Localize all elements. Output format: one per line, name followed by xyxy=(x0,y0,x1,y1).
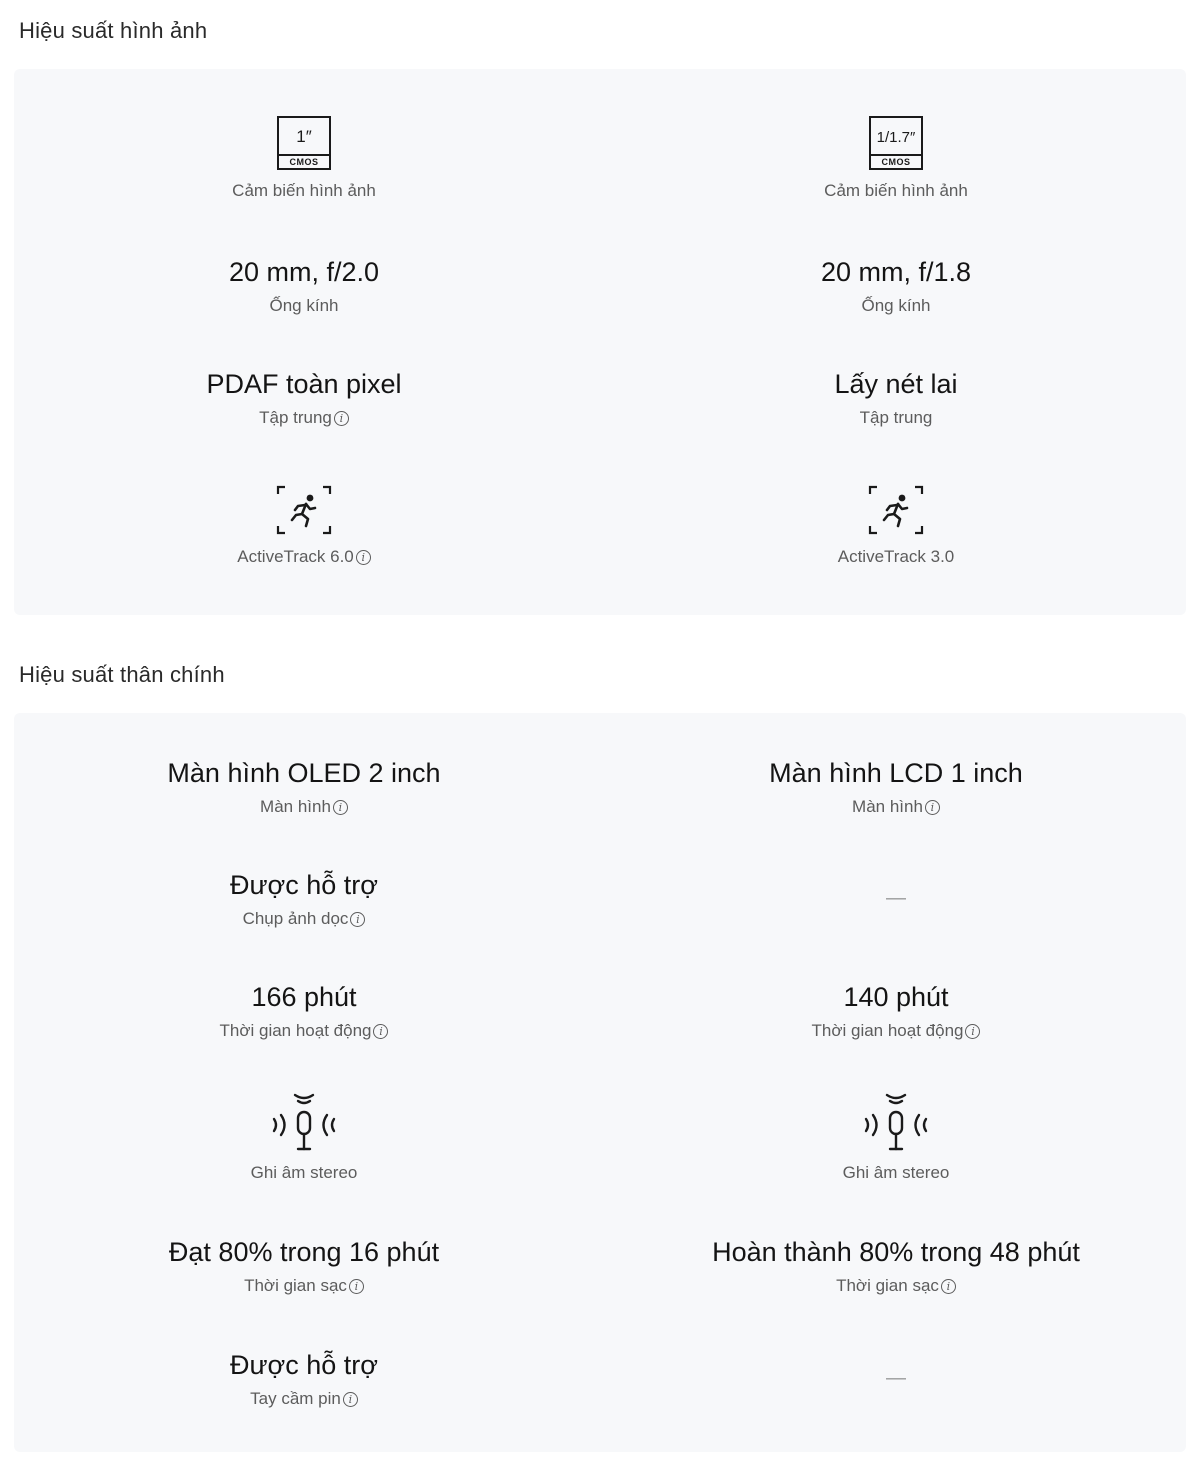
spec-tracking-right xyxy=(606,484,1186,568)
spec-label-text: Màn hình xyxy=(852,797,923,816)
spec-label-with-info xyxy=(812,1020,981,1042)
info-icon[interactable]: i xyxy=(925,800,940,815)
spec-value: Hoàn thành 80% trong 48 phút xyxy=(712,1237,1080,1267)
sensor-size-text: 1″ xyxy=(296,127,312,146)
section-title-body-performance: Hiệu suất thân chính xyxy=(19,662,225,687)
spec-label-with-info xyxy=(237,546,371,568)
spec-label-text: Thời gian sạc xyxy=(836,1276,939,1295)
spec-label-text: Tay cầm pin xyxy=(250,1389,341,1408)
sensor-type-text: CMOS xyxy=(871,154,921,168)
spec-value: Được hỗ trợ xyxy=(229,870,378,900)
spec-tracking-left xyxy=(14,484,594,568)
stereo-microphone-icon xyxy=(859,1088,933,1156)
sensor-type-text: CMOS xyxy=(279,154,329,168)
spec-lens-right xyxy=(606,255,1186,317)
activetrack-running-person-icon xyxy=(868,484,924,536)
info-icon[interactable]: i xyxy=(334,411,349,426)
spec-label-text: ActiveTrack 6.0 xyxy=(237,547,354,566)
spec-label: Cảm biến hình ảnh xyxy=(824,181,968,200)
spec-sensor-right xyxy=(606,116,1186,202)
spec-label-with-info xyxy=(220,1020,389,1042)
spec-charging-right xyxy=(606,1235,1186,1297)
activetrack-running-person-icon xyxy=(276,484,332,536)
info-icon[interactable]: i xyxy=(349,1279,364,1294)
info-icon[interactable]: i xyxy=(373,1024,388,1039)
body-performance-card xyxy=(14,713,1186,1452)
sensor-icon xyxy=(869,116,923,170)
spec-label: Tập trung xyxy=(859,408,933,427)
spec-value: Màn hình OLED 2 inch xyxy=(167,758,441,788)
image-performance-card xyxy=(14,69,1186,615)
spec-screen-left xyxy=(14,756,594,818)
spec-label-text: Màn hình xyxy=(260,797,331,816)
spec-label: Ống kính xyxy=(861,296,931,315)
spec-runtime-left xyxy=(14,980,594,1042)
spec-label-text: Chụp ảnh dọc xyxy=(242,909,349,928)
info-icon[interactable]: i xyxy=(343,1392,358,1407)
spec-value: 20 mm, f/2.0 xyxy=(228,257,380,287)
spec-portrait-right xyxy=(606,888,1186,908)
spec-value: 140 phút xyxy=(843,982,949,1012)
spec-value: PDAF toàn pixel xyxy=(206,369,402,399)
info-icon[interactable]: i xyxy=(965,1024,980,1039)
section-title-image-performance: Hiệu suất hình ảnh xyxy=(19,18,208,43)
spec-focus-right xyxy=(606,367,1186,429)
stereo-microphone-icon xyxy=(267,1088,341,1156)
info-icon[interactable]: i xyxy=(941,1279,956,1294)
spec-label-with-info xyxy=(836,1275,956,1297)
spec-focus-left xyxy=(14,367,594,429)
spec-label-with-info xyxy=(260,796,348,818)
spec-audio-right xyxy=(606,1088,1186,1184)
spec-value: 166 phút xyxy=(251,982,357,1012)
spec-label-text: Thời gian sạc xyxy=(244,1276,347,1295)
spec-runtime-right xyxy=(606,980,1186,1042)
spec-label-with-info xyxy=(259,407,349,429)
info-icon[interactable]: i xyxy=(333,800,348,815)
spec-charging-left xyxy=(14,1235,594,1297)
spec-label: ActiveTrack 3.0 xyxy=(837,547,955,566)
sensor-icon xyxy=(277,116,331,170)
spec-grip-left xyxy=(14,1348,594,1410)
spec-label: Cảm biến hình ảnh xyxy=(232,181,376,200)
spec-label: Ghi âm stereo xyxy=(250,1163,358,1182)
spec-label-with-info xyxy=(852,796,940,818)
spec-label-with-info xyxy=(250,1388,358,1410)
spec-portrait-left xyxy=(14,868,594,930)
spec-value: 20 mm, f/1.8 xyxy=(820,257,972,287)
spec-label-text: Thời gian hoạt động xyxy=(811,1021,964,1040)
spec-value: Được hỗ trợ xyxy=(229,1350,378,1380)
not-available-dash: — xyxy=(886,1367,906,1389)
spec-audio-left xyxy=(14,1088,594,1184)
spec-label: Ghi âm stereo xyxy=(842,1163,950,1182)
spec-sensor-left xyxy=(14,116,594,202)
info-icon[interactable]: i xyxy=(356,550,371,565)
spec-screen-right xyxy=(606,756,1186,818)
spec-grip-right xyxy=(606,1368,1186,1388)
spec-value: Lấy nét lai xyxy=(834,369,958,399)
spec-lens-left xyxy=(14,255,594,317)
sensor-size-text: 1/1.7″ xyxy=(876,128,916,146)
spec-value: Đạt 80% trong 16 phút xyxy=(168,1237,440,1267)
spec-label-with-info xyxy=(244,1275,364,1297)
spec-label-with-info xyxy=(243,908,366,930)
info-icon[interactable]: i xyxy=(350,912,365,927)
not-available-dash: — xyxy=(886,887,906,909)
spec-label-text: Thời gian hoạt động xyxy=(219,1021,372,1040)
spec-label-text: Tập trung xyxy=(259,408,332,427)
spec-value: Màn hình LCD 1 inch xyxy=(769,758,1023,788)
spec-label: Ống kính xyxy=(269,296,339,315)
